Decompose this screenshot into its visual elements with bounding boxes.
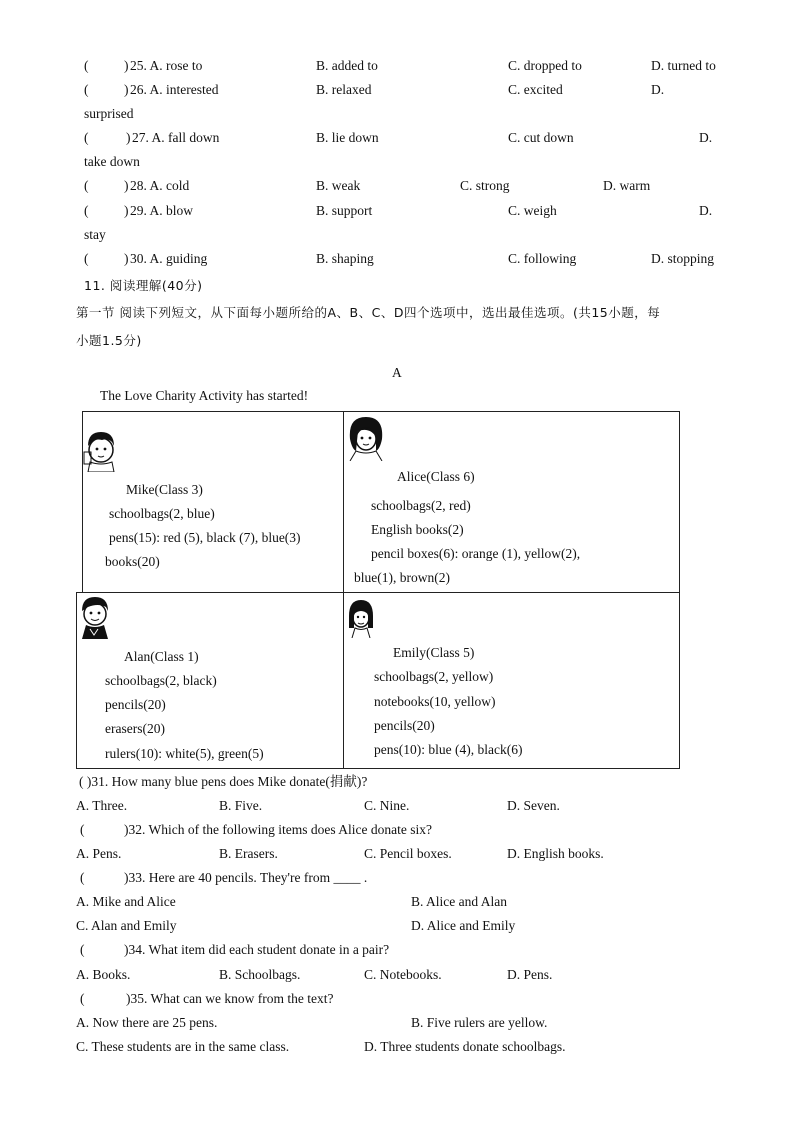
donation-item: rulers(10): white(5), green(5): [105, 746, 264, 761]
option-b: B. Alice and Alan: [411, 894, 507, 909]
answer-paren-open: (: [84, 82, 89, 97]
option-c: C. Alan and Emily: [76, 918, 177, 933]
question-stem: )35. What can we know from the text?: [126, 991, 334, 1006]
option-a: 28. A. cold: [130, 178, 190, 193]
answer-paren-open: (: [84, 58, 89, 73]
option-c: C. weigh: [508, 203, 557, 218]
donation-item: schoolbags(2, red): [371, 498, 471, 513]
option-c: C. dropped to: [508, 58, 582, 73]
donation-item: erasers(20): [105, 721, 165, 736]
option-a: 29. A. blow: [130, 203, 194, 218]
boy-avatar-icon: [78, 595, 112, 641]
option-b: B. Schoolbags.: [219, 967, 301, 982]
boy-avatar-icon: [82, 428, 118, 472]
option-a: 27. A. fall down: [132, 130, 220, 145]
answer-paren-open: (: [84, 203, 89, 218]
answer-paren-open: (: [80, 991, 85, 1006]
option-d: D. warm: [603, 178, 651, 193]
answer-paren-close: ): [124, 82, 129, 97]
option-d: D.: [699, 130, 713, 145]
passage-label: A: [392, 365, 402, 380]
question-stem: )34. What item did each student donate in a pair?: [124, 942, 390, 957]
donor-name: Mike(Class 3): [126, 482, 203, 497]
passage-title: The Love Charity Activity has started!: [100, 388, 309, 403]
option-c: C. These students are in the same class.: [76, 1039, 290, 1054]
option-b: B. Erasers.: [219, 846, 278, 861]
option-d-wrap: stay: [84, 227, 106, 242]
donation-item: schoolbags(2, black): [105, 673, 217, 688]
option-a: A. Mike and Alice: [76, 894, 176, 909]
option-d: D. Seven.: [507, 798, 560, 813]
question-stem: ( )31. How many blue pens does Mike donate(捐献)?: [79, 774, 368, 789]
option-c: C. Notebooks.: [364, 967, 442, 982]
option-d-wrap: surprised: [84, 106, 134, 121]
answer-paren-open: (: [80, 942, 85, 957]
option-b: B. lie down: [316, 130, 379, 145]
option-b: B. shaping: [316, 251, 374, 266]
option-d: D. turned to: [651, 58, 716, 73]
girl-avatar-icon: [346, 413, 386, 461]
option-a: A. Now there are 25 pens.: [76, 1015, 218, 1030]
option-d: D. Three students donate schoolbags.: [364, 1039, 566, 1054]
question-stem: )32. Which of the following items does Alice donate six?: [124, 822, 432, 837]
donation-item: pencils(20): [374, 718, 435, 733]
donor-name: Emily(Class 5): [393, 645, 475, 660]
section-instruction-cont: 小题1.5分): [76, 333, 142, 348]
donation-item: pens(15): red (5), black (7), blue(3): [109, 530, 301, 545]
answer-paren-open: (: [80, 822, 85, 837]
answer-paren-close: ): [124, 178, 129, 193]
option-b: B. Five rulers are yellow.: [411, 1015, 548, 1030]
answer-paren-open: (: [84, 130, 89, 145]
donor-name: Alan(Class 1): [124, 649, 199, 664]
question-stem: )33. Here are 40 pencils. They're from ____ .: [124, 870, 368, 885]
option-b: B. support: [316, 203, 373, 218]
option-c: C. strong: [460, 178, 510, 193]
option-d: D.: [651, 82, 665, 97]
option-a: A. Pens.: [76, 846, 122, 861]
girl-avatar-icon: [346, 598, 376, 638]
option-d: D. stopping: [651, 251, 715, 266]
option-b: B. relaxed: [316, 82, 372, 97]
option-a: 30. A. guiding: [130, 251, 208, 266]
answer-paren-open: (: [84, 178, 89, 193]
option-b: B. weak: [316, 178, 361, 193]
option-d: D. Alice and Emily: [411, 918, 516, 933]
option-c: C. following: [508, 251, 577, 266]
answer-paren-close: ): [124, 203, 129, 218]
option-d: D. English books.: [507, 846, 604, 861]
donation-item: pencil boxes(6): orange (1), yellow(2),: [371, 546, 581, 561]
section-heading: 11. 阅读理解(40分): [84, 278, 203, 293]
donation-item: schoolbags(2, blue): [109, 506, 215, 521]
donation-item: blue(1), brown(2): [354, 570, 450, 585]
option-c: C. cut down: [508, 130, 574, 145]
answer-paren-close: ): [124, 58, 129, 73]
option-d-wrap: take down: [84, 154, 140, 169]
option-c: C. excited: [508, 82, 563, 97]
answer-paren-close: ): [124, 251, 129, 266]
option-d: D.: [699, 203, 713, 218]
option-c: C. Nine.: [364, 798, 410, 813]
donor-name: Alice(Class 6): [397, 469, 475, 484]
option-d: D. Pens.: [507, 967, 553, 982]
donation-item: schoolbags(2, yellow): [374, 669, 494, 684]
option-a: 26. A. interested: [130, 82, 219, 97]
option-c: C. Pencil boxes.: [364, 846, 452, 861]
option-b: B. Five.: [219, 798, 263, 813]
option-a: 25. A. rose to: [130, 58, 203, 73]
donation-item: English books(2): [371, 522, 464, 537]
answer-paren-open: (: [80, 870, 85, 885]
donation-item: books(20): [105, 554, 160, 569]
section-instruction: 第一节 阅读下列短文，从下面每小题所给的A、B、C、D四个选项中，选出最佳选项。(共15小题，每: [76, 305, 661, 320]
answer-paren-open: (: [84, 251, 89, 266]
donation-item: pens(10): blue (4), black(6): [374, 742, 523, 757]
option-b: B. added to: [316, 58, 378, 73]
answer-paren-close: ): [126, 130, 131, 145]
donation-item: notebooks(10, yellow): [374, 694, 496, 709]
option-a: A. Three.: [76, 798, 128, 813]
option-a: A. Books.: [76, 967, 131, 982]
donation-item: pencils(20): [105, 697, 166, 712]
